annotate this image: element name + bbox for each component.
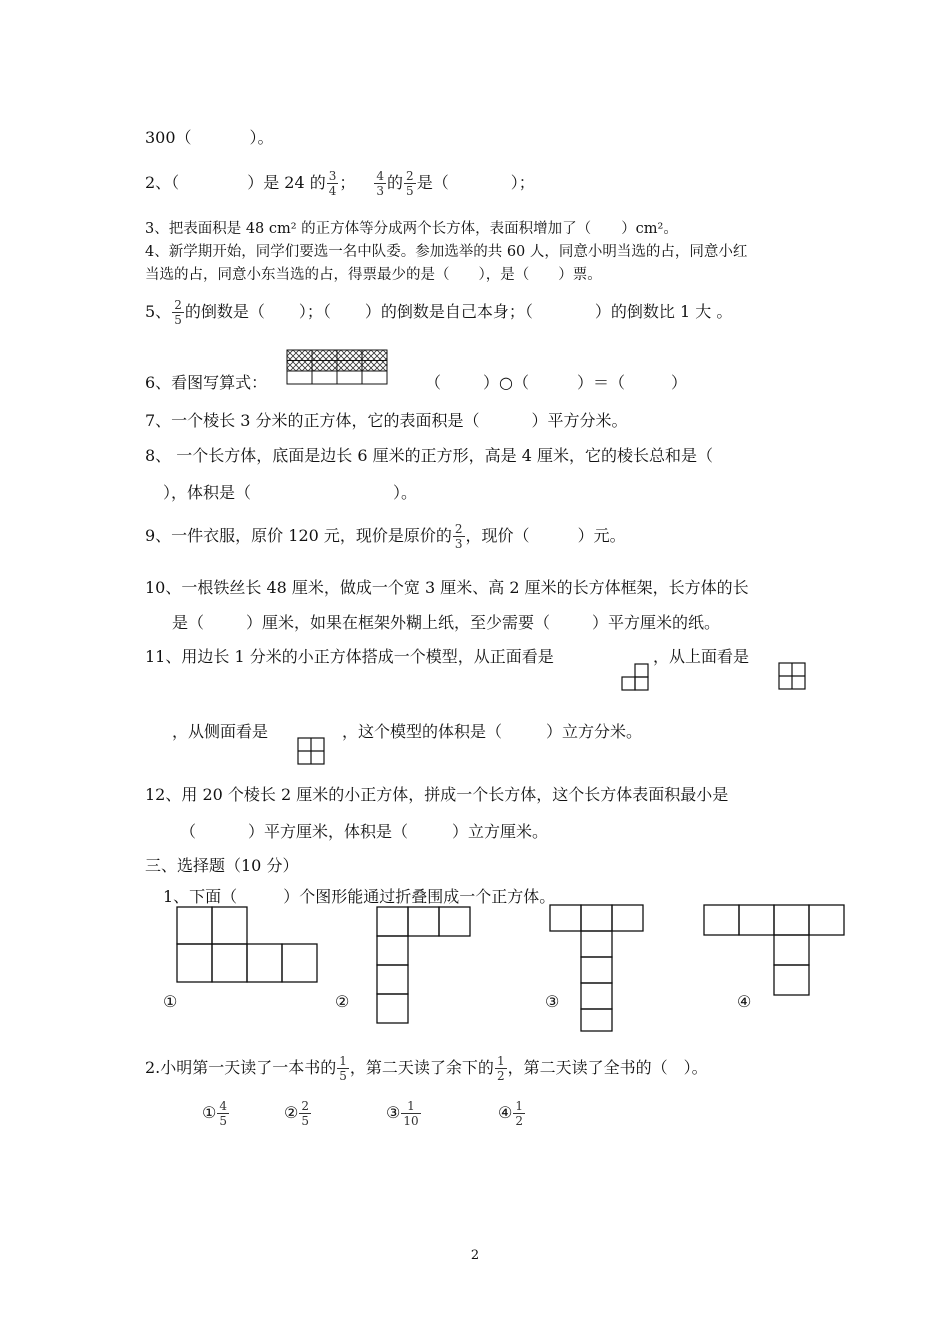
q6-text-d: ）＝（ — [576, 373, 625, 392]
question-6 — [145, 373, 267, 393]
q2-text-f: ）； — [510, 173, 535, 192]
question-9 — [145, 519, 626, 553]
q2-text-a: 2、（ — [145, 173, 180, 192]
q10-text-a: 是（ — [172, 613, 205, 632]
question-3 — [145, 219, 678, 239]
q5-text-e: ）的倒数比 1 大 。 — [594, 302, 733, 321]
question-4-line-1: 4、新学期开始，同学们要选一名中队委。参加选举的共 60 人，同意小明当选的占，同意小红 — [145, 244, 748, 260]
fraction-1-5: $\frac{1}{5}$ — [339, 1054, 347, 1083]
c2-text-a: 2.小明第一天读了一本书的 — [145, 1058, 337, 1077]
q-300-line — [145, 128, 274, 148]
choice-2-option-4: ④ $\frac{1}{2}$ — [498, 1099, 523, 1128]
question-4-line-2: 当选的占，同意小东当选的占，得票最少的是（ ），是（ ）票。 — [145, 267, 602, 283]
q11-text-b: ，从上面看是 — [653, 647, 750, 666]
question-10-line-2 — [172, 613, 720, 633]
cube-net-2 — [376, 906, 474, 1026]
question-5 — [145, 295, 732, 329]
question-8-line-1: 8、 一个长方体，底面是边长 6 厘米的正方形，高是 4 厘米，它的棱长总和是（ — [145, 446, 713, 465]
q5-text-b: 的倒数是（ — [184, 302, 265, 321]
cube-net-4 — [703, 904, 847, 998]
front-view-figure — [622, 664, 650, 691]
q5-text-c: ）；（ — [298, 302, 331, 321]
question-7 — [145, 411, 628, 431]
fraction-4-3: $\frac{4}{3}$ — [376, 169, 385, 198]
fraction-2-3: $\frac{2}{3}$ — [454, 522, 463, 551]
q5-text-d: ）的倒数是自己本身；（ — [364, 302, 533, 321]
q9-text-c: ）元。 — [577, 526, 626, 545]
question-10-line-1: 10、一根铁丝长 48 厘米，做成一个宽 3 厘米、高 2 厘米的长方体框架，长方体的长 — [145, 578, 749, 597]
choice-2-option-2: ② $\frac{2}{5}$ — [284, 1099, 309, 1128]
q11-text-a: 11、用边长 1 分米的小正方体搭成一个模型，从正面看是 — [145, 647, 554, 666]
q11-text-c: ，从侧面看是 — [172, 722, 269, 741]
choice-1-question — [163, 887, 555, 907]
q12-text-c: ）立方厘米。 — [452, 822, 549, 841]
q10-text-b: ）厘米，如果在框架外糊上纸，至少需要（ — [246, 613, 551, 632]
q300-text-b: ）。 — [249, 128, 274, 147]
q12-text-b: ）平方厘米，体积是（ — [248, 822, 409, 841]
question-12-line-2 — [180, 822, 548, 842]
c1-text-b: ）个图形能通过折叠围成一个正方体。 — [283, 887, 556, 906]
side-view-figure — [298, 738, 326, 766]
choice-2-option-3: ③ $\frac{1}{10}$ — [386, 1099, 419, 1128]
q7-text-a: 7、一个棱长 3 分米的正方体，它的表面积是（ — [145, 411, 480, 430]
question-11-line-2 — [172, 722, 268, 742]
c2-text-c: ，第二天读了全书的（ ）。 — [507, 1058, 708, 1077]
q6-text-b: （ — [425, 373, 442, 392]
q8-text-a: ），体积是（ — [163, 483, 252, 502]
question-12-line-1: 12、用 20 个棱长 2 厘米的小正方体，拼成一个长方体，这个长方体表面积最小是 — [145, 785, 729, 804]
q6-text-e: ） — [671, 373, 688, 392]
q2-text-c: ； — [339, 173, 356, 192]
q5-text-a: 5、 — [145, 302, 172, 321]
q10-text-c: ）平方厘米的纸。 — [592, 613, 721, 632]
q9-text-a: 9、一件衣服，原价 120 元，现价是原价的 — [145, 526, 452, 545]
page-number: 2 — [470, 1248, 480, 1263]
net-label-2: ② — [335, 992, 350, 1011]
q2-text-b: ）是 24 的 — [247, 173, 326, 192]
c1-text-a: 1、下面（ — [163, 887, 238, 906]
fraction-2-5: $\frac{2}{5}$ — [406, 169, 414, 198]
q3-text-a: 3、把表面积是 48 cm² 的正方体等分成两个长方体，表面积增加了（ — [145, 221, 592, 237]
choice-2-option-1: ① $\frac{4}{5}$ — [202, 1099, 227, 1128]
question-11-line-2b — [342, 722, 642, 742]
q3-text-b: ）cm²。 — [621, 221, 678, 237]
section-3-title: 三、选择题（10 分） — [145, 856, 299, 875]
q11-text-e: ）立方分米。 — [546, 722, 643, 741]
question-2 — [145, 166, 535, 200]
fraction-3-4: $\frac{3}{4}$ — [328, 169, 337, 198]
q7-text-b: ）平方分米。 — [531, 411, 628, 430]
q300-text-a: 300（ — [145, 128, 192, 147]
choice-2-question — [145, 1050, 708, 1086]
q9-text-b: ，现价（ — [465, 526, 530, 545]
q2-text-e: 是（ — [416, 173, 449, 192]
q12-text-a: （ — [180, 822, 197, 841]
net-label-4: ④ — [737, 992, 752, 1011]
question-6-equation — [425, 373, 687, 393]
question-11-line-1 — [145, 647, 554, 667]
q2-text-d: 的 — [387, 173, 404, 192]
c2-text-b: ，第二天读了余下的 — [349, 1058, 494, 1077]
cube-net-1 — [176, 906, 320, 986]
fraction-1-2: $\frac{1}{2}$ — [496, 1054, 505, 1083]
question-8-line-2 — [163, 483, 417, 503]
top-view-figure — [779, 663, 807, 691]
hatched-bar-figure — [287, 350, 387, 385]
q8-text-b: ）。 — [393, 483, 418, 502]
q6-text-a: 6、看图写算式： — [145, 373, 268, 392]
fraction-2-5-q5: $\frac{2}{5}$ — [174, 298, 182, 327]
q6-text-c: ）○（ — [483, 373, 529, 392]
net-label-1: ① — [163, 992, 178, 1011]
q11-text-d: ，这个模型的体积是（ — [342, 722, 503, 741]
question-11-line-1b — [653, 647, 749, 667]
net-label-3: ③ — [545, 992, 560, 1011]
cube-net-3 — [549, 904, 647, 1034]
